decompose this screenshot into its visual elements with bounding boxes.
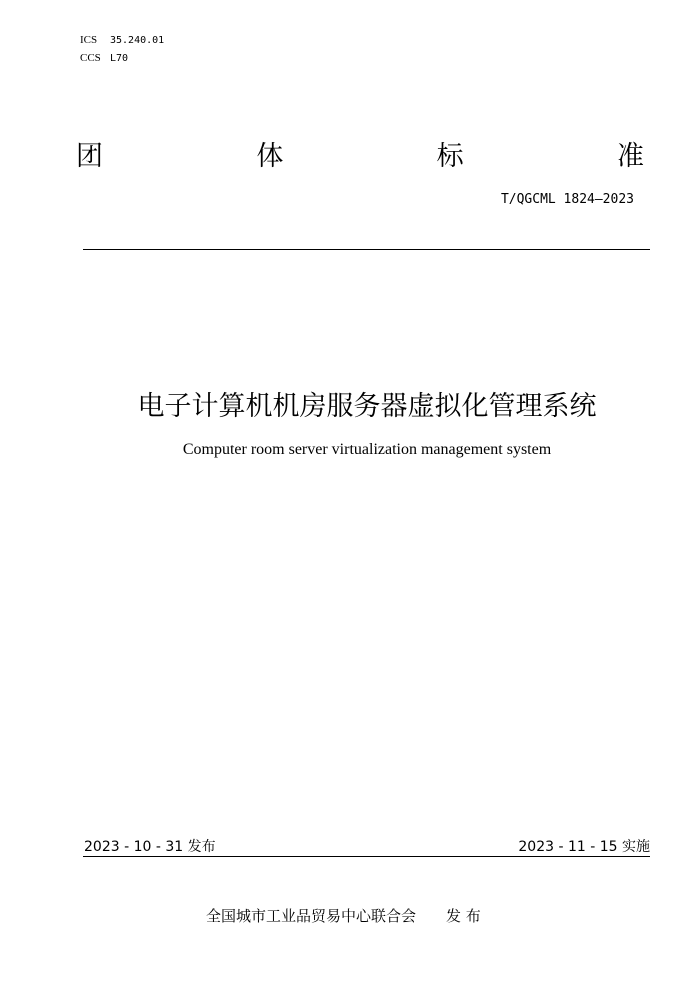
ics-value: 35.240.01 [110,35,165,46]
ics-code [80,34,164,46]
ccs-label: CCS [80,52,101,64]
standard-type-char: 准 [616,141,644,172]
footer-divider [83,856,650,857]
publish-date: 2023 - 10 - 31 发布 [84,839,216,855]
standard-number: T/QGCML 1824—2023 [500,192,634,207]
implement-date: 2023 - 11 - 15 实施 [518,839,650,855]
title-chinese: 电子计算机机房服务器虚拟化管理系统 [137,391,597,422]
standard-type-heading [76,134,644,173]
standard-type-char: 体 [256,141,284,172]
standard-type-char: 团 [76,141,103,172]
title-english: Computer room server virtualization management system [182,441,552,458]
issuer-name: 全国城市工业品贸易中心联合会 [206,907,417,925]
ics-label: ICS [80,34,98,46]
standard-type-char: 标 [436,141,464,172]
ccs-code [80,52,128,64]
issuer-line [206,905,481,926]
header-divider [83,249,650,250]
ccs-value: L70 [110,53,129,64]
issue-word: 发 布 [446,907,481,925]
